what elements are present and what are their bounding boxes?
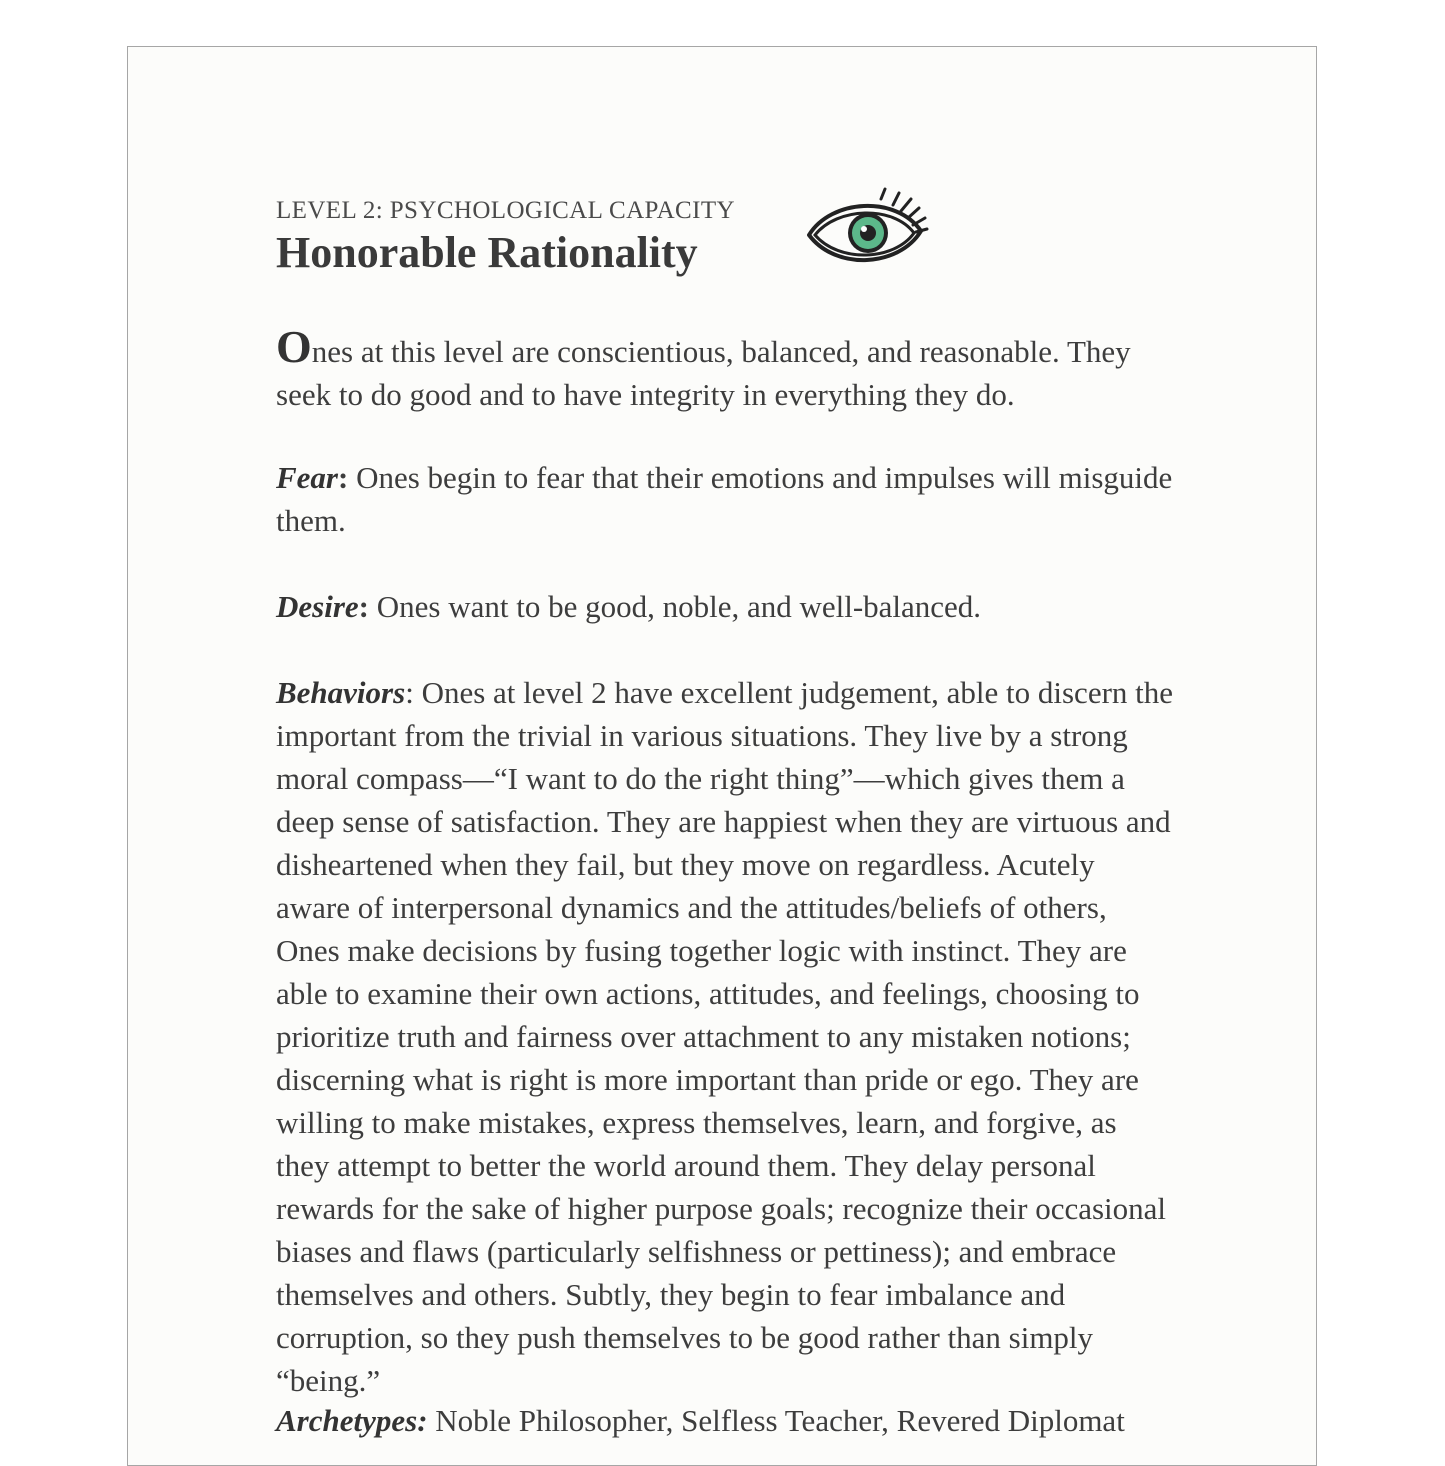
desire-text: Ones want to be good, noble, and well-balanced.	[368, 589, 982, 624]
eye-icon	[801, 187, 931, 277]
behaviors-text: Ones at level 2 have excellent judgement, able to discern the important from the trivial in various situations. They live by a strong moral compass—“I want to do the right thing”—which gives them a deep sense of satisfaction. They are happiest when they are virtuous and disheartened when they fail, but they move on regardless. Acutely aware of interpersonal dynamics and the attitudes/beliefs of others, Ones make decisions by fusing together logic with instinct. They are able to examine their own actions, attitudes, and feelings, choosing to prioritize truth and fairness over attachment to any mistaken notions; discerning what is right is more important than pride or ego. They are willing to make mistakes, express themselves, learn, and forgive, as they attempt to better the world around them. They delay personal rewards for the sake of higher purpose goals; recognize their occasional biases and flaws (particularly selfishness or pettiness); and embrace themselves and others. Subtly, they begin to fear imbalance and corruption, so they push themselves to be good rather than simply “being.”	[276, 675, 1174, 1398]
archetypes-text: Noble Philosopher, Selfless Teacher, Revered Diplomat	[427, 1403, 1125, 1438]
behaviors-colon: :	[405, 675, 414, 710]
intro-text: nes at this level are conscientious, balanced, and reasonable. They seek to do good and to have integrity in everything they do.	[276, 334, 1131, 412]
document-page	[127, 46, 1317, 1466]
fear-label: Fear	[276, 460, 338, 495]
archetypes-label: Archetypes:	[276, 1403, 428, 1438]
drop-cap: O	[276, 321, 312, 372]
behaviors-paragraph	[276, 671, 1176, 1402]
level-label: LEVEL 2: PSYCHOLOGICAL CAPACITY	[276, 197, 735, 224]
desire-paragraph	[276, 585, 1176, 628]
behaviors-label: Behaviors	[276, 675, 406, 710]
archetypes-paragraph	[276, 1399, 1176, 1442]
desire-label: Desire	[276, 589, 359, 624]
desire-colon: :	[358, 589, 369, 624]
fear-colon: :	[338, 460, 349, 495]
page-title: Honorable Rationality	[276, 228, 698, 277]
intro-paragraph	[276, 321, 1176, 416]
fear-paragraph	[276, 456, 1176, 542]
fear-text: Ones begin to fear that their emotions and impulses will misguide them.	[276, 460, 1173, 538]
